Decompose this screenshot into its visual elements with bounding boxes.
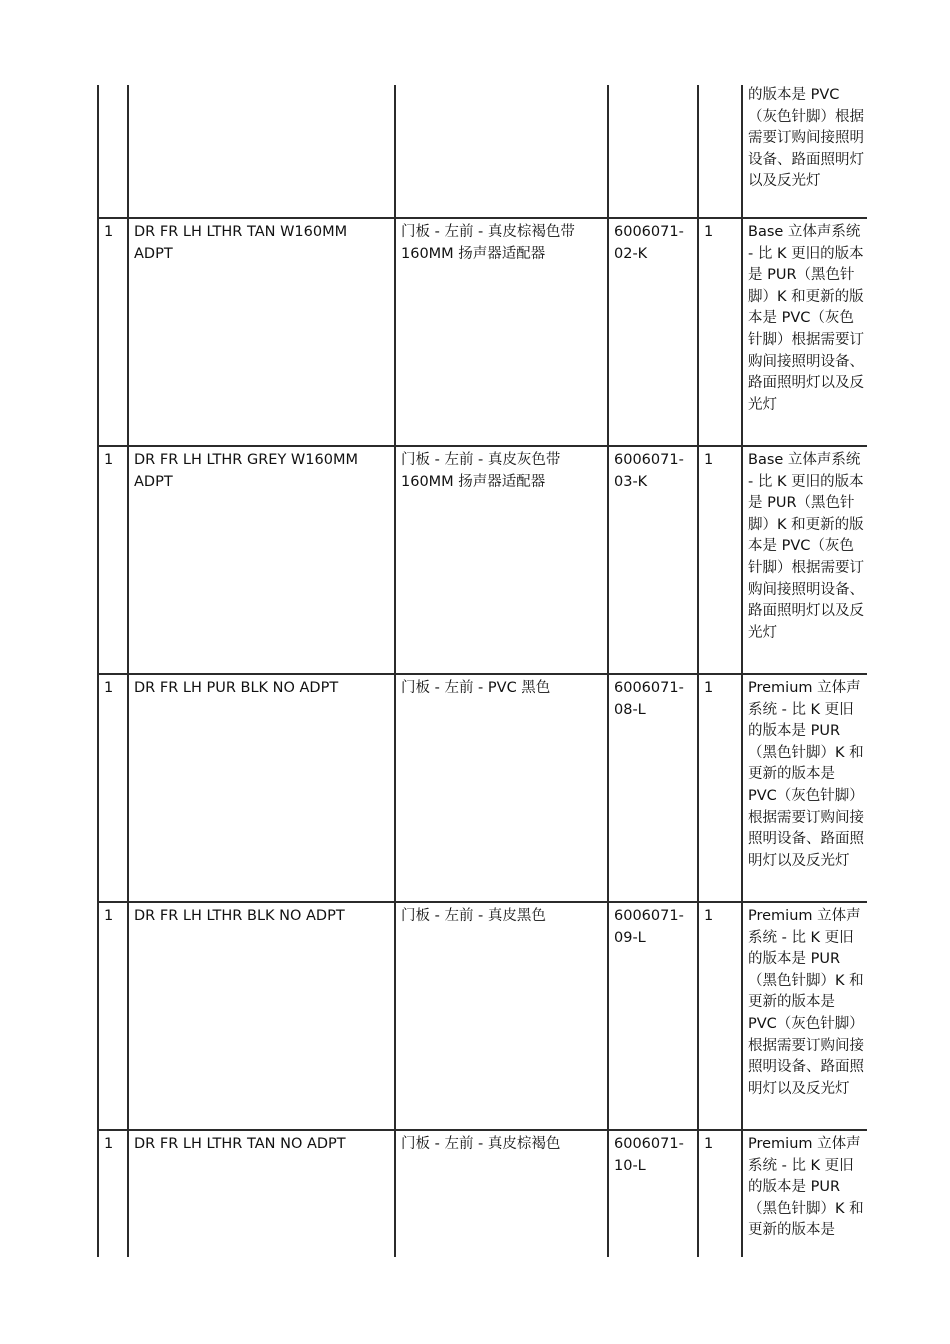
description-cn-cell: 门板 - 左前 - 真皮灰色带 160MM 扬声器适配器 [395, 446, 608, 674]
part-number-cell: 6006071-08-L [608, 674, 698, 902]
count-cell: 1 [698, 446, 742, 674]
description-cn-cell: 门板 - 左前 - 真皮棕褐色 [395, 1130, 608, 1257]
qty-cell: 1 [98, 218, 128, 446]
note-cell [742, 446, 867, 674]
description-en-cell: DR FR LH LTHR BLK NO ADPT [128, 902, 395, 1130]
description-cn-cell: 门板 - 左前 - 真皮黑色 [395, 902, 608, 1130]
count-cell: 1 [698, 1130, 742, 1257]
note-text: Premium 立体声系统 - 比 K 更旧的版本是 PUR（黑色针脚）K 和更新的版本是 PVC（灰色针脚）根据需要订购间接照明设备、路面照明灯以及反光灯 [748, 680, 864, 869]
note-text: Base 立体声系统 - 比 K 更旧的版本是 PUR（黑色针脚）K 和更新的版本是 PVC（灰色针脚）根据需要订购间接照明设备、路面照明灯以及反光灯 [748, 224, 864, 413]
part-number-cell: 6006071-03-K [608, 446, 698, 674]
qty-cell: 1 [98, 902, 128, 1130]
description-en-cell: DR FR LH PUR BLK NO ADPT [128, 674, 395, 902]
table-row [98, 85, 867, 218]
table-row [98, 218, 867, 446]
qty-cell: 1 [98, 674, 128, 902]
part-number-cell: 6006071-09-L [608, 902, 698, 1130]
parts-table-page [97, 85, 867, 1257]
qty-cell [98, 85, 128, 218]
table-row [98, 446, 867, 674]
count-cell: 1 [698, 902, 742, 1130]
count-cell [698, 85, 742, 218]
note-cell [742, 218, 867, 446]
table-row [98, 902, 867, 1130]
part-number-cell [608, 85, 698, 218]
note-text: Premium 立体声系统 - 比 K 更旧的版本是 PUR（黑色针脚）K 和更新的版本是 [748, 1136, 864, 1239]
description-en-cell: DR FR LH LTHR TAN W160MM ADPT [128, 218, 395, 446]
table-row [98, 1130, 867, 1257]
note-cell [742, 1130, 867, 1257]
description-en-cell: DR FR LH LTHR GREY W160MM ADPT [128, 446, 395, 674]
description-cn-cell: 门板 - 左前 - PVC 黑色 [395, 674, 608, 902]
count-cell: 1 [698, 674, 742, 902]
description-cn-cell: 门板 - 左前 - 真皮棕褐色带 160MM 扬声器适配器 [395, 218, 608, 446]
table-row [98, 674, 867, 902]
qty-cell: 1 [98, 1130, 128, 1257]
note-text: 的版本是 PVC（灰色针脚）根据需要订购间接照明设备、路面照明灯以及反光灯 [748, 87, 864, 190]
note-text: Premium 立体声系统 - 比 K 更旧的版本是 PUR（黑色针脚）K 和更新的版本是 PVC（灰色针脚）根据需要订购间接照明设备、路面照明灯以及反光灯 [748, 908, 864, 1097]
note-cell [742, 674, 867, 902]
note-text: Base 立体声系统 - 比 K 更旧的版本是 PUR（黑色针脚）K 和更新的版本是 PVC（灰色针脚）根据需要订购间接照明设备、路面照明灯以及反光灯 [748, 452, 864, 641]
part-number-cell: 6006071-02-K [608, 218, 698, 446]
description-en-cell: DR FR LH LTHR TAN NO ADPT [128, 1130, 395, 1257]
description-cn-cell [395, 85, 608, 218]
description-en-cell [128, 85, 395, 218]
parts-table [97, 85, 867, 1257]
part-number-cell: 6006071-10-L [608, 1130, 698, 1257]
qty-cell: 1 [98, 446, 128, 674]
note-cell [742, 902, 867, 1130]
note-cell [742, 85, 867, 218]
count-cell: 1 [698, 218, 742, 446]
